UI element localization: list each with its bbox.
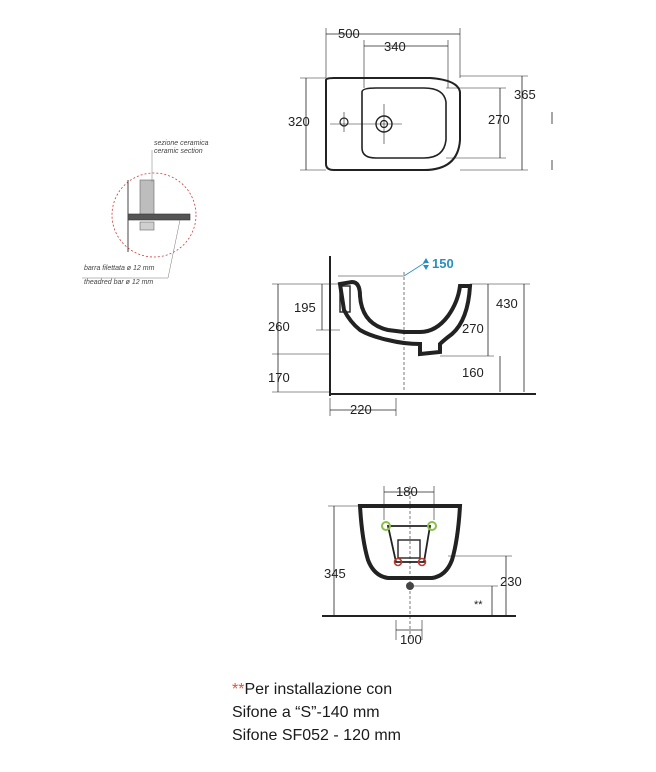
dim-width-340: 340 bbox=[384, 39, 406, 54]
dim-230: 230 bbox=[500, 574, 522, 589]
dim-270: 270 bbox=[462, 321, 484, 336]
side-view-body bbox=[340, 282, 470, 354]
dim-100: 100 bbox=[400, 632, 422, 647]
note-line-3: Sifone SF052 - 120 mm bbox=[232, 727, 401, 744]
note-star: ** bbox=[232, 681, 245, 698]
dim-170: 170 bbox=[268, 370, 290, 385]
dim-160: 160 bbox=[462, 365, 484, 380]
dim-220: 220 bbox=[350, 402, 372, 417]
dim-depth-365: 365 bbox=[514, 87, 536, 102]
tap-height-arrow-icon bbox=[423, 258, 429, 270]
drain-outlet-icon bbox=[406, 582, 414, 590]
side-view bbox=[272, 256, 536, 416]
dim-180: 180 bbox=[396, 484, 418, 499]
dim-depth-320: 320 bbox=[288, 114, 310, 129]
note-line-2: Sifone a “S”-140 mm bbox=[232, 704, 380, 721]
dim-note-mark: ** bbox=[474, 599, 483, 611]
dim-depth-270: 270 bbox=[488, 112, 510, 127]
dim-195: 195 bbox=[294, 300, 316, 315]
label-ceramic-it: sezione ceramica bbox=[154, 140, 209, 147]
dim-tap-150: 150 bbox=[432, 256, 454, 271]
dim-430: 430 bbox=[496, 296, 518, 311]
dim-345: 345 bbox=[324, 566, 346, 581]
fixing-detail bbox=[82, 150, 196, 278]
installation-notes bbox=[232, 678, 532, 747]
note-line-1-text: Per installazione con bbox=[244, 681, 393, 698]
label-rod-it: barra filettata ø 12 mm bbox=[84, 265, 155, 272]
dim-width-500: 500 bbox=[338, 26, 360, 41]
label-ceramic-en: ceramic section bbox=[154, 148, 203, 155]
dim-260: 260 bbox=[268, 319, 290, 334]
label-rod-en: theadred bar ø 12 mm bbox=[84, 279, 154, 286]
top-view-basin bbox=[362, 88, 446, 158]
note-line-1 bbox=[232, 678, 532, 701]
